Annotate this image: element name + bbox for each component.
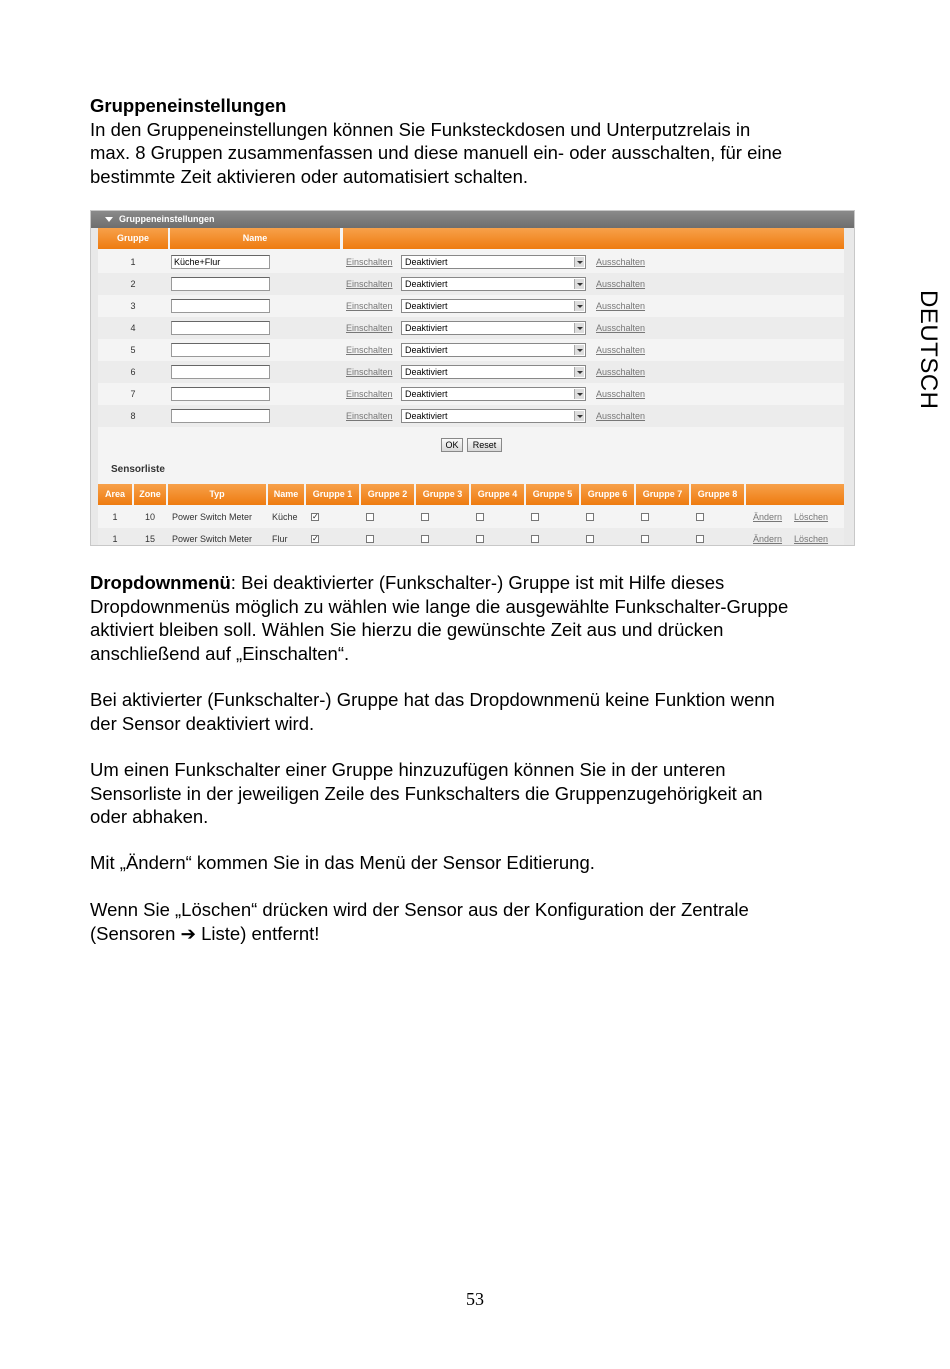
switch-on-link[interactable]: Einschalten [346, 301, 393, 311]
sensor-column-header: Typ [168, 484, 266, 505]
group-checkbox[interactable] [531, 535, 539, 543]
sensor-zone: 15 [144, 534, 155, 544]
sensor-area: 1 [112, 534, 118, 544]
page-number: 53 [466, 1289, 484, 1309]
paragraph-line: Sensorliste in der jeweiligen Zeile des Funkschalters die Gruppenzugehörigkeit an [90, 782, 763, 804]
group-row [98, 339, 844, 361]
group-number: 3 [130, 301, 136, 311]
intro-line: max. 8 Gruppen zusammenfassen und diese manuell ein- oder ausschalten, für eine [90, 142, 783, 163]
group-name-input[interactable]: Küche+Flur [171, 255, 270, 269]
reset-button[interactable]: Reset [467, 438, 502, 452]
dropdown-line: Dropdownmenüs möglich zu wählen wie lange die ausgewählte Funkschalter-Gruppe [90, 595, 789, 617]
group-name-input[interactable] [171, 321, 270, 335]
group-checkbox[interactable] [366, 513, 374, 521]
group-number: 5 [130, 345, 136, 355]
dropdown-arrow-icon[interactable] [574, 323, 584, 333]
group-row [98, 295, 844, 317]
switch-off-link[interactable]: Ausschalten [596, 345, 646, 355]
group-checkbox[interactable] [586, 535, 594, 543]
group-number: 2 [130, 279, 136, 289]
paragraph-active-group [90, 688, 865, 735]
paragraph-line: Bei aktivierter (Funkschalter-) Gruppe hat das Dropdownmenü keine Funktion wenn [90, 689, 775, 710]
sensor-column-header: Gruppe 7 [636, 484, 689, 505]
section-heading: Gruppeneinstellungen [90, 95, 287, 116]
duration-value: Deaktiviert [405, 345, 448, 355]
sensor-column-header: Name [268, 484, 304, 505]
paragraph-delete [90, 898, 865, 945]
dropdown-section [90, 571, 865, 665]
group-number: 8 [130, 411, 136, 421]
group-name-input[interactable] [171, 343, 270, 357]
delete-link[interactable]: Löschen [794, 534, 829, 544]
group-row [98, 251, 844, 273]
dropdown-arrow-icon[interactable] [574, 389, 584, 399]
collapse-triangle-icon[interactable] [105, 217, 113, 222]
dropdown-line-rest: : Bei deaktivierter (Funkschalter-) Gruppe ist mit Hilfe dieses [230, 572, 725, 593]
intro-section [90, 94, 865, 188]
paragraph-line: (Sensoren ➔ Liste) entfernt! [90, 922, 320, 944]
dropdown-arrow-icon[interactable] [574, 345, 584, 355]
switch-on-link[interactable]: Einschalten [346, 279, 393, 289]
sensor-column-header: Gruppe 4 [471, 484, 524, 505]
duration-select[interactable] [401, 255, 586, 269]
duration-value: Deaktiviert [405, 323, 448, 333]
sensor-name: Flur [272, 534, 288, 544]
group-checkbox[interactable] [641, 535, 649, 543]
duration-select[interactable] [401, 387, 586, 401]
group-row [98, 317, 844, 339]
group-number: 7 [130, 389, 136, 399]
paragraph-line: der Sensor deaktiviert wird. [90, 712, 315, 734]
switch-off-link[interactable]: Ausschalten [596, 411, 646, 421]
group-checkbox[interactable] [696, 513, 704, 521]
sensor-column-header: Gruppe 8 [691, 484, 744, 505]
sensor-column-header: Zone [134, 484, 166, 505]
dropdown-line: anschließend auf „Einschalten“. [90, 642, 350, 664]
duration-value: Deaktiviert [405, 367, 448, 377]
sensor-list-title: Sensorliste [111, 464, 165, 475]
column-header-name: Name [170, 228, 340, 249]
intro-line: In den Gruppeneinstellungen können Sie Funksteckdosen und Unterputzrelais in [90, 118, 751, 140]
switch-on-link[interactable]: Einschalten [346, 345, 393, 355]
group-checkbox[interactable] [641, 513, 649, 521]
switch-off-link[interactable]: Ausschalten [596, 279, 646, 289]
duration-select[interactable] [401, 299, 586, 313]
group-number: 6 [130, 367, 136, 377]
group-name-input[interactable] [171, 299, 270, 313]
group-checkbox[interactable] [476, 535, 484, 543]
intro-line: bestimmte Zeit aktivieren oder automatisiert schalten. [90, 165, 529, 187]
sensor-column-header: Gruppe 6 [581, 484, 634, 505]
group-number: 1 [130, 257, 136, 267]
sensor-column-header: Gruppe 1 [306, 484, 359, 505]
sensor-typ: Power Switch Meter [172, 534, 253, 544]
dropdown-term: Dropdownmenü [90, 572, 231, 593]
sensor-row [98, 528, 844, 546]
paragraph-line: Wenn Sie „Löschen“ drücken wird der Sensor aus der Konfiguration der Zentrale [90, 899, 749, 920]
sensor-column-header-actions [746, 484, 844, 505]
paragraph-line: Um einen Funkschalter einer Gruppe hinzuzufügen können Sie in der unteren [90, 759, 726, 780]
delete-link[interactable]: Löschen [794, 512, 829, 522]
switch-off-link[interactable]: Ausschalten [596, 367, 646, 377]
dropdown-arrow-icon[interactable] [574, 301, 584, 311]
switch-off-link[interactable]: Ausschalten [596, 301, 646, 311]
ok-button[interactable]: OK [441, 438, 463, 452]
sensor-zone: 10 [144, 512, 155, 522]
column-header-actions [343, 228, 844, 249]
group-checkbox[interactable] [366, 535, 374, 543]
group-settings-screenshot [90, 210, 855, 546]
paragraph-line: Mit „Ändern“ kommen Sie in das Menü der Sensor Editierung. [90, 852, 595, 873]
panel-title: Gruppeneinstellungen [119, 214, 215, 224]
group-checkbox[interactable]: ✓ [312, 534, 319, 543]
group-checkbox[interactable] [476, 513, 484, 521]
group-checkbox[interactable] [531, 513, 539, 521]
switch-on-link[interactable]: Einschalten [346, 323, 393, 333]
sensor-row [98, 506, 844, 528]
dropdown-arrow-icon[interactable] [574, 257, 584, 267]
panel-body [98, 228, 844, 546]
group-name-input[interactable] [171, 387, 270, 401]
edit-link[interactable]: Ändern [753, 534, 783, 544]
group-row [98, 361, 844, 383]
paragraph-add-switch [90, 758, 865, 829]
group-row [98, 383, 844, 405]
duration-value: Deaktiviert [405, 257, 448, 267]
paragraph-line: oder abhaken. [90, 806, 209, 827]
dropdown-arrow-icon[interactable] [574, 367, 584, 377]
duration-value: Deaktiviert [405, 301, 448, 311]
sensor-area: 1 [112, 512, 118, 522]
group-checkbox[interactable]: ✓ [312, 512, 319, 521]
group-checkbox[interactable] [421, 535, 429, 543]
dropdown-line: aktiviert bleiben soll. Wählen Sie hierzu die gewünschte Zeit aus und drücken [90, 619, 724, 640]
switch-on-link[interactable]: Einschalten [346, 257, 393, 267]
group-name-input[interactable] [171, 277, 270, 291]
dropdown-arrow-icon[interactable] [574, 279, 584, 289]
sensor-column-header: Gruppe 3 [416, 484, 469, 505]
sensor-column-header: Gruppe 2 [361, 484, 414, 505]
duration-select[interactable] [401, 321, 586, 335]
sensor-column-header: Gruppe 5 [526, 484, 579, 505]
duration-select[interactable] [401, 343, 586, 357]
sensor-typ: Power Switch Meter [172, 512, 253, 522]
duration-select[interactable] [401, 277, 586, 291]
group-row [98, 405, 844, 427]
group-row [98, 273, 844, 295]
duration-value: Deaktiviert [405, 279, 448, 289]
edit-link[interactable]: Ändern [753, 512, 783, 522]
duration-value: Deaktiviert [405, 411, 448, 421]
duration-select[interactable] [401, 409, 586, 423]
duration-select[interactable] [401, 365, 586, 379]
switch-off-link[interactable]: Ausschalten [596, 389, 646, 399]
dropdown-line [90, 571, 865, 595]
group-checkbox[interactable] [696, 535, 704, 543]
group-checkbox[interactable] [586, 513, 594, 521]
switch-on-link[interactable]: Einschalten [346, 411, 393, 421]
switch-off-link[interactable]: Ausschalten [596, 257, 646, 267]
group-name-input[interactable] [171, 365, 270, 379]
sensor-column-header: Area [98, 484, 132, 505]
group-checkbox[interactable] [421, 513, 429, 521]
switch-on-link[interactable]: Einschalten [346, 389, 393, 399]
switch-on-link[interactable]: Einschalten [346, 367, 393, 377]
dropdown-arrow-icon[interactable] [574, 411, 584, 421]
switch-off-link[interactable]: Ausschalten [596, 323, 646, 333]
panel-header[interactable] [91, 211, 855, 228]
group-number: 4 [130, 323, 136, 333]
sensor-name: Küche [272, 512, 298, 522]
paragraph-edit [90, 851, 865, 875]
column-header-gruppe: Gruppe [98, 228, 168, 249]
duration-value: Deaktiviert [405, 389, 448, 399]
language-tab: DEUTSCH [915, 290, 942, 410]
group-name-input[interactable] [171, 409, 270, 423]
